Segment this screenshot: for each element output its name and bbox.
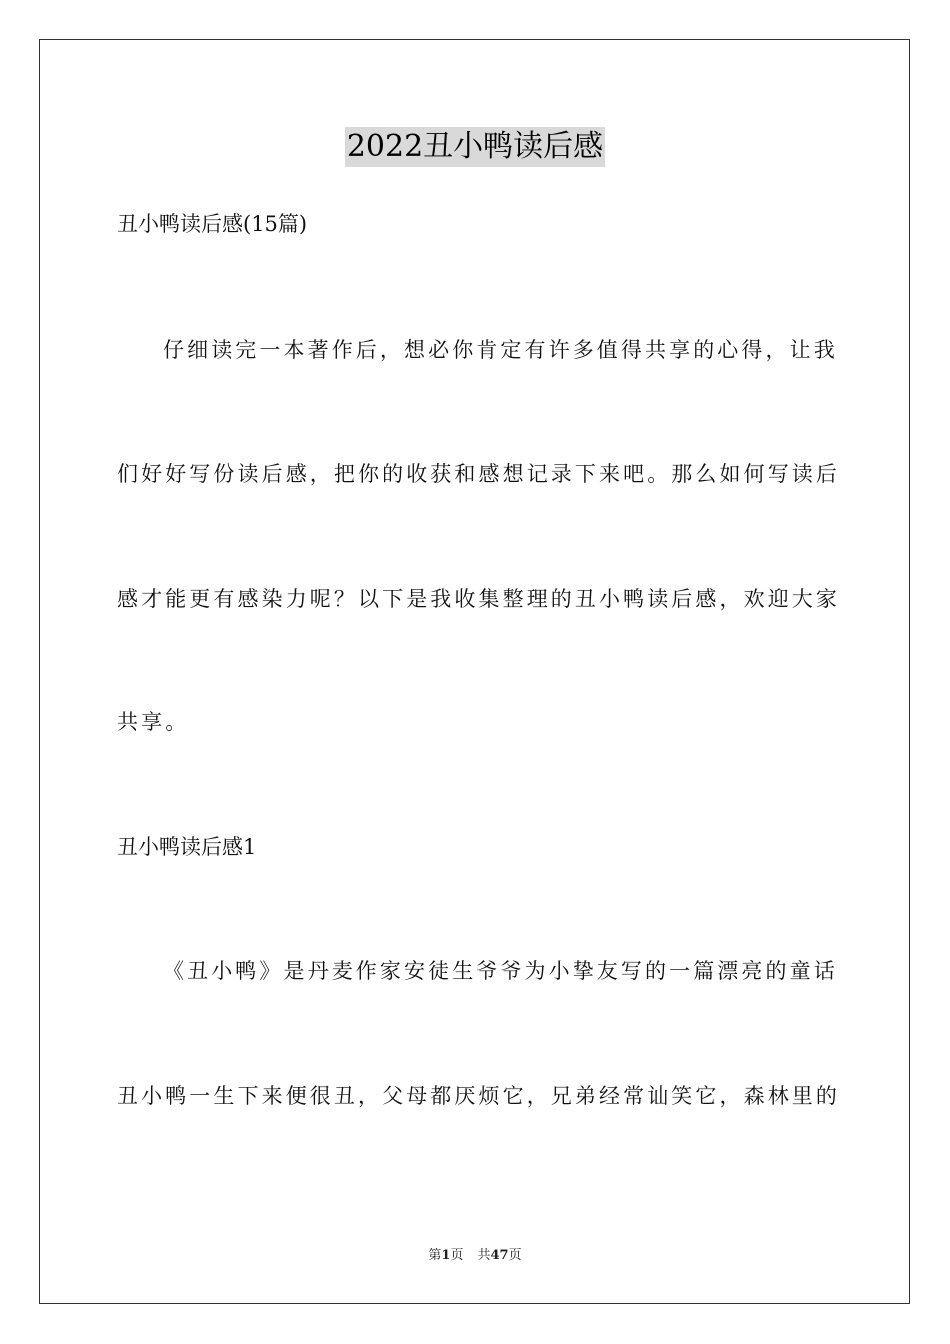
title-container — [0, 127, 950, 167]
intro-line-2: 们好好写份读后感，把你的收获和感想记录下来吧。那么如何写读后 — [117, 462, 840, 486]
section-line-1: 《丑小鸭》是丹麦作家安徒生爷爷为小挚友写的一篇漂亮的童话 — [163, 959, 838, 983]
total-pages: 47 — [490, 1248, 509, 1263]
page-footer — [0, 1247, 950, 1265]
page-number: 1 — [441, 1248, 451, 1263]
total-suffix: 页 — [508, 1248, 522, 1263]
intro-line-1: 仔细读完一本著作后，想必你肯定有许多值得共享的心得，让我 — [163, 338, 838, 362]
intro-line-4: 共享。 — [117, 710, 190, 734]
document-title: 2022丑小鸭读后感 — [345, 127, 605, 167]
document-subtitle: 丑小鸭读后感(15篇) — [117, 212, 308, 236]
total-prefix: 共 — [477, 1248, 491, 1263]
intro-line-3: 感才能更有感染力呢？以下是我收集整理的丑小鸭读后感，欢迎大家 — [117, 587, 840, 611]
section-heading: 丑小鸭读后感1 — [117, 835, 257, 859]
section-line-2: 丑小鸭一生下来便很丑，父母都厌烦它，兄弟经常讪笑它，森林里的 — [117, 1084, 840, 1108]
page-suffix: 页 — [450, 1248, 464, 1263]
page-prefix: 第 — [428, 1248, 442, 1263]
